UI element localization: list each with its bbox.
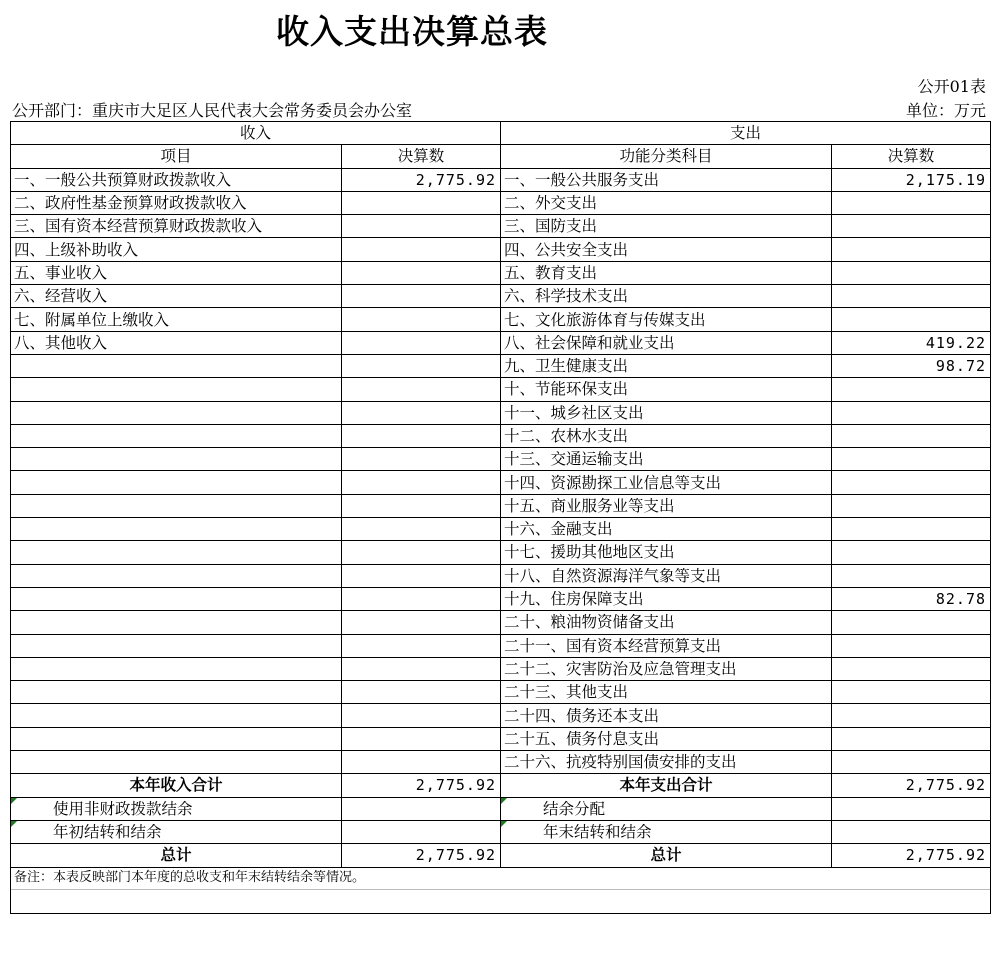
income-amount-cell — [342, 657, 501, 680]
extra-row — [11, 820, 991, 843]
income-amount-cell — [342, 331, 501, 354]
table-row — [11, 541, 991, 564]
expense-amount-cell — [832, 634, 991, 657]
expense-amount-cell — [832, 378, 991, 401]
table-row — [11, 354, 991, 377]
income-item-cell — [11, 727, 342, 750]
income-item-cell — [11, 657, 342, 680]
expense-item-cell: 十八、自然资源海洋气象等支出 — [501, 564, 832, 587]
income-item-cell — [11, 681, 342, 704]
expense-amount-cell — [832, 681, 991, 704]
income-amount-cell — [342, 191, 501, 214]
table-row — [11, 564, 991, 587]
income-item-cell: 八、其他收入 — [11, 331, 342, 354]
table-row — [11, 261, 991, 284]
income-item-cell — [11, 518, 342, 541]
income-item-cell: 三、国有资本经营预算财政拨款收入 — [11, 215, 342, 238]
income-amount-cell — [342, 308, 501, 331]
income-amount-cell — [342, 541, 501, 564]
expense-amount-cell — [832, 494, 991, 517]
expense-amount-cell: 419.22 — [832, 331, 991, 354]
table-row — [11, 681, 991, 704]
income-amount-cell — [342, 354, 501, 377]
income-item-cell: 六、经营收入 — [11, 285, 342, 308]
expense-total-label: 总计 — [501, 844, 832, 867]
table-row — [11, 378, 991, 401]
expense-item-cell: 二十一、国有资本经营预算支出 — [501, 634, 832, 657]
table-row — [11, 751, 991, 774]
income-amount-cell — [342, 448, 501, 471]
expense-amount-cell: 82.78 — [832, 587, 991, 610]
income-amount-cell — [342, 378, 501, 401]
expense-subtotal-amount: 2,775.92 — [832, 774, 991, 797]
expense-item-cell: 八、社会保障和就业支出 — [501, 331, 832, 354]
expense-item-cell: 九、卫生健康支出 — [501, 354, 832, 377]
subtotal-row — [11, 774, 991, 797]
budget-table — [10, 121, 991, 914]
income-amount-cell: 2,775.92 — [342, 168, 501, 191]
note-row — [11, 867, 991, 889]
expense-item-cell: 二十二、灾害防治及应急管理支出 — [501, 657, 832, 680]
expense-item-cell: 十三、交通运输支出 — [501, 448, 832, 471]
expense-item-cell: 十六、金融支出 — [501, 518, 832, 541]
income-header: 收入 — [11, 122, 501, 145]
expense-amount-cell — [832, 727, 991, 750]
department-label: 公开部门：重庆市大足区人民代表大会常务委员会办公室 — [12, 101, 413, 120]
expense-amount-cell — [832, 261, 991, 284]
income-subtotal-amount: 2,775.92 — [342, 774, 501, 797]
extra-expense-item-text: 结余分配 — [543, 799, 606, 818]
amount2-header: 决算数 — [832, 145, 991, 168]
income-item-cell — [11, 494, 342, 517]
blank-cell — [11, 889, 991, 913]
extra-income-item — [11, 797, 342, 820]
income-item-cell: 一、一般公共预算财政拨款收入 — [11, 168, 342, 191]
income-total-amount: 2,775.92 — [342, 844, 501, 867]
table-row — [11, 634, 991, 657]
income-item-cell — [11, 751, 342, 774]
cell-marker-icon — [11, 821, 17, 827]
income-item-cell — [11, 611, 342, 634]
func-class-header: 功能分类科目 — [501, 145, 832, 168]
table-row — [11, 611, 991, 634]
header-row-main — [11, 122, 991, 145]
income-item-cell — [11, 354, 342, 377]
expense-amount-cell — [832, 424, 991, 447]
income-amount-cell — [342, 727, 501, 750]
expense-item-cell: 十一、城乡社区支出 — [501, 401, 832, 424]
income-amount-cell — [342, 471, 501, 494]
expense-amount-cell — [832, 704, 991, 727]
table-row — [11, 587, 991, 610]
expense-item-cell: 十七、援助其他地区支出 — [501, 541, 832, 564]
income-amount-cell — [342, 564, 501, 587]
income-subtotal-label: 本年收入合计 — [11, 774, 342, 797]
expense-item-cell: 十五、商业服务业等支出 — [501, 494, 832, 517]
table-row — [11, 518, 991, 541]
expense-amount-cell — [832, 215, 991, 238]
income-amount-cell — [342, 518, 501, 541]
amount-header: 决算数 — [342, 145, 501, 168]
expense-amount-cell: 2,175.19 — [832, 168, 991, 191]
income-amount-cell — [342, 587, 501, 610]
expense-item-cell: 五、教育支出 — [501, 261, 832, 284]
table-row — [11, 471, 991, 494]
expense-item-cell: 一、一般公共服务支出 — [501, 168, 832, 191]
expense-item-cell: 七、文化旅游体育与传媒支出 — [501, 308, 832, 331]
income-item-cell — [11, 541, 342, 564]
cell-marker-icon — [501, 798, 507, 804]
expense-item-cell: 十九、住房保障支出 — [501, 587, 832, 610]
income-amount-cell — [342, 424, 501, 447]
table-row — [11, 424, 991, 447]
expense-amount-cell — [832, 611, 991, 634]
expense-amount-cell — [832, 401, 991, 424]
table-row — [11, 704, 991, 727]
table-row — [11, 401, 991, 424]
expense-item-cell: 六、科学技术支出 — [501, 285, 832, 308]
extra-income-item-text: 使用非财政拨款结余 — [53, 799, 193, 818]
cell-marker-icon — [11, 798, 17, 804]
income-item-cell: 五、事业收入 — [11, 261, 342, 284]
expense-item-cell: 二十五、债务付息支出 — [501, 727, 832, 750]
expense-item-cell: 十二、农林水支出 — [501, 424, 832, 447]
expense-amount-cell — [832, 285, 991, 308]
page-title: 收入支出决算总表 — [276, 12, 548, 51]
unit-label: 单位：万元 — [905, 101, 986, 120]
expense-item-cell: 三、国防支出 — [501, 215, 832, 238]
blank-row — [11, 889, 991, 913]
expense-item-cell: 二十四、债务还本支出 — [501, 704, 832, 727]
table-row — [11, 448, 991, 471]
expense-item-cell: 十、节能环保支出 — [501, 378, 832, 401]
income-amount-cell — [342, 238, 501, 261]
extra-income-item-text: 年初结转和结余 — [53, 823, 162, 842]
income-item-cell — [11, 448, 342, 471]
table-row — [11, 285, 991, 308]
income-item-cell — [11, 634, 342, 657]
extra-income-amount — [342, 797, 501, 820]
expense-item-cell: 二十六、抗疫特别国债安排的支出 — [501, 751, 832, 774]
expense-item-cell: 二十三、其他支出 — [501, 681, 832, 704]
income-amount-cell — [342, 681, 501, 704]
income-item-cell — [11, 471, 342, 494]
extra-expense-item-text: 年末结转和结余 — [543, 823, 652, 842]
extra-row — [11, 797, 991, 820]
extra-expense-amount — [832, 797, 991, 820]
extra-expense-item — [501, 797, 832, 820]
expense-total-amount: 2,775.92 — [832, 844, 991, 867]
table-row — [11, 727, 991, 750]
form-code: 公开01表 — [917, 77, 986, 96]
income-amount-cell — [342, 704, 501, 727]
expense-amount-cell — [832, 238, 991, 261]
extra-income-amount — [342, 820, 501, 843]
income-amount-cell — [342, 285, 501, 308]
note-text: 备注：本表反映部门本年度的总收支和年末结转结余等情况。 — [11, 867, 991, 889]
expense-item-cell: 十四、资源勘探工业信息等支出 — [501, 471, 832, 494]
income-item-cell: 四、上级补助收入 — [11, 238, 342, 261]
income-amount-cell — [342, 634, 501, 657]
income-total-label: 总计 — [11, 844, 342, 867]
expense-item-cell: 四、公共安全支出 — [501, 238, 832, 261]
expense-subtotal-label: 本年支出合计 — [501, 774, 832, 797]
income-item-cell — [11, 401, 342, 424]
table-row — [11, 238, 991, 261]
expense-amount-cell — [832, 518, 991, 541]
expense-item-cell: 二、外交支出 — [501, 191, 832, 214]
expense-item-cell: 二十、粮油物资储备支出 — [501, 611, 832, 634]
item-header: 项目 — [11, 145, 342, 168]
income-item-cell: 二、政府性基金预算财政拨款收入 — [11, 191, 342, 214]
table-row — [11, 215, 991, 238]
table-row — [11, 657, 991, 680]
extra-expense-item — [501, 820, 832, 843]
expense-amount-cell — [832, 657, 991, 680]
expense-amount-cell — [832, 751, 991, 774]
income-amount-cell — [342, 494, 501, 517]
expense-amount-cell — [832, 308, 991, 331]
cell-marker-icon — [501, 821, 507, 827]
table-row — [11, 168, 991, 191]
income-amount-cell — [342, 215, 501, 238]
extra-income-item — [11, 820, 342, 843]
header-row-sub — [11, 145, 991, 168]
table-row — [11, 331, 991, 354]
expense-amount-cell — [832, 564, 991, 587]
total-row — [11, 844, 991, 867]
expense-amount-cell — [832, 471, 991, 494]
expense-header: 支出 — [501, 122, 991, 145]
income-amount-cell — [342, 611, 501, 634]
income-item-cell — [11, 587, 342, 610]
table-row — [11, 308, 991, 331]
income-amount-cell — [342, 751, 501, 774]
expense-amount-cell — [832, 191, 991, 214]
table-row — [11, 494, 991, 517]
income-item-cell — [11, 564, 342, 587]
income-item-cell — [11, 424, 342, 447]
income-amount-cell — [342, 401, 501, 424]
income-amount-cell — [342, 261, 501, 284]
income-item-cell: 七、附属单位上缴收入 — [11, 308, 342, 331]
expense-amount-cell — [832, 541, 991, 564]
table-row — [11, 191, 991, 214]
expense-amount-cell: 98.72 — [832, 354, 991, 377]
income-item-cell — [11, 704, 342, 727]
expense-amount-cell — [832, 448, 991, 471]
extra-expense-amount — [832, 820, 991, 843]
income-item-cell — [11, 378, 342, 401]
